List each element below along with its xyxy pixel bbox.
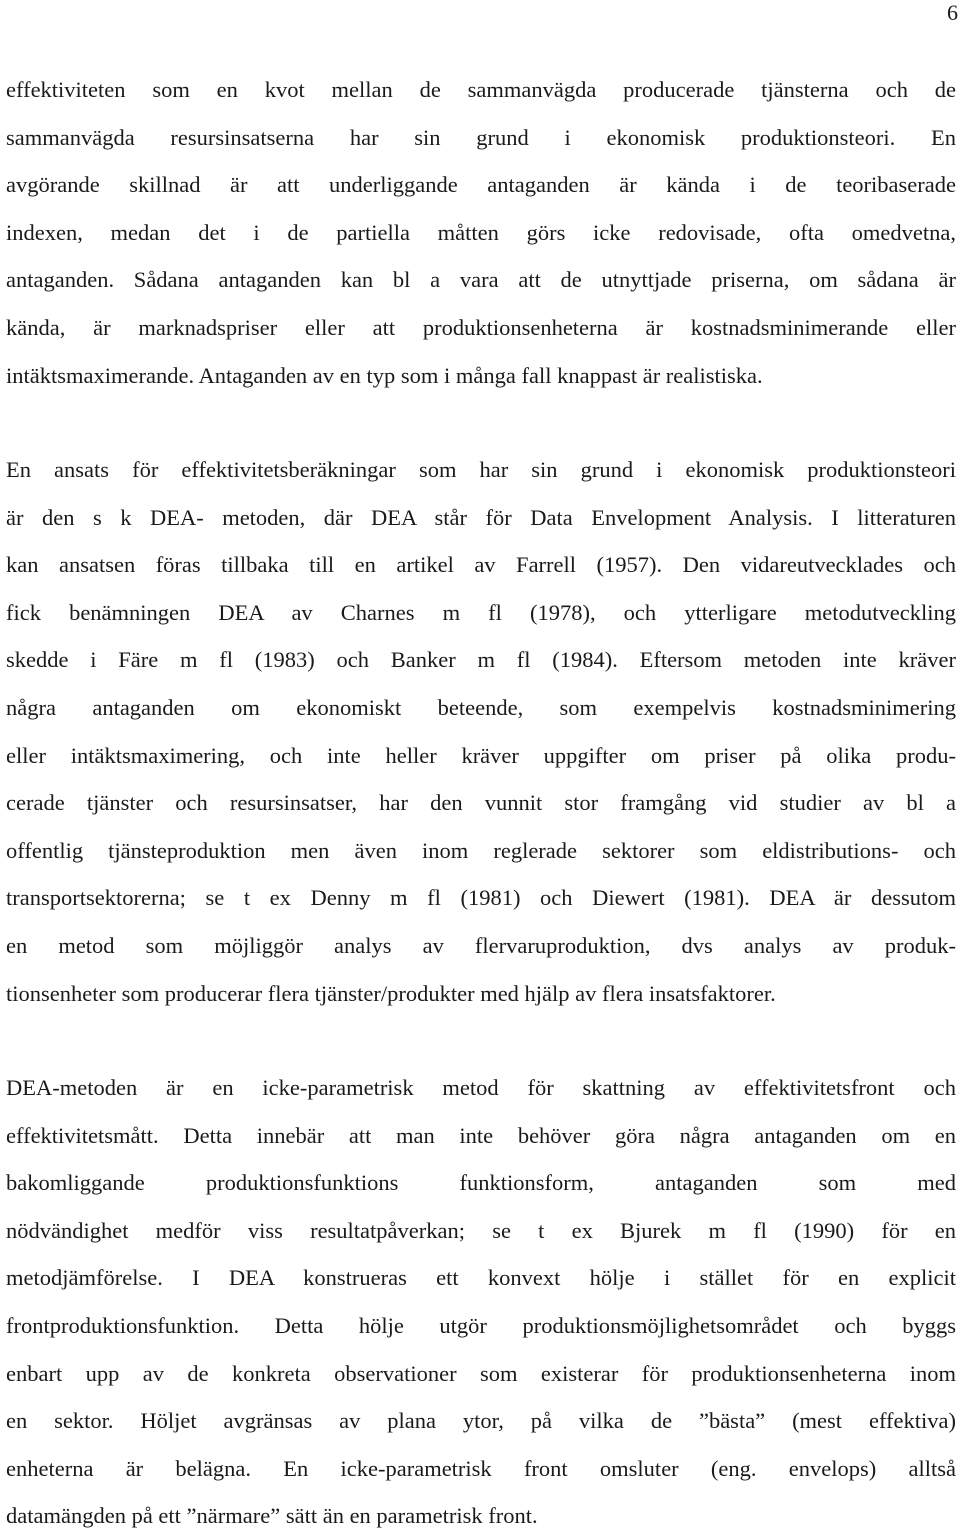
text-line: skedde i Färe m fl (1983) och Banker m fl (1984). Eftersom metoden inte kräver [6, 647, 956, 673]
text-line: effektiviteten som en kvot mellan de sammanvägda producerade tjänsterna och de [6, 77, 956, 102]
text-line: tionsenheter som producerar flera tjänster/produkter med hjälp av flera insatsfaktorer. [6, 980, 776, 1006]
text-line: en sektor. Höljet avgränsas av plana ytor, på vilka de ”bästa” (mest effektiva) [6, 1408, 956, 1434]
paragraph-dea-method [6, 1064, 956, 1540]
text-line: sammanvägda resursinsatserna har sin grund i ekonomisk produktionsteori. En [6, 124, 956, 150]
paragraph-efficiency-ratio [6, 66, 956, 399]
text-line: datamängden på ett ”närmare” sätt än en parametrisk front. [6, 1503, 538, 1529]
text-line: indexen, medan det i de partiella måtten görs icke redovisade, ofta omedvetna, [6, 219, 956, 245]
text-line: är den s k DEA- metoden, där DEA står för Data Envelopment Analysis. I litteraturen [6, 504, 956, 530]
text-line: bakomliggande produktionsfunktions funktionsform, antaganden som med [6, 1170, 956, 1196]
text-line: fick benämningen DEA av Charnes m fl (1978), och ytterligare metodutveckling [6, 599, 956, 625]
text-line: avgörande skillnad är att underliggande antaganden är kända i de teoribaserade [6, 172, 956, 198]
page-number: 6 [947, 0, 958, 25]
text-line: metodjämförelse. I DEA konstrueras ett konvext hölje i stället för en explicit [6, 1265, 956, 1291]
paragraph-dea-background [6, 446, 956, 1017]
text-line: en metod som möjliggör analys av flervaruproduktion, dvs analys av produk- [6, 932, 956, 958]
text-line: transportsektorerna; se t ex Denny m fl (1981) och Diewert (1981). DEA är dessutom [6, 885, 956, 911]
text-line: enbart upp av de konkreta observationer som existerar för produktionsenheterna inom [6, 1360, 956, 1386]
text-line: eller intäktsmaximering, och inte heller kräver uppgifter om priser på olika produ- [6, 742, 956, 768]
text-line: intäktsmaximerande. Antaganden av en typ som i många fall knappast är realistiska. [6, 362, 763, 388]
text-line: cerade tjänster och resursinsatser, har den vunnit stor framgång vid studier av bl a [6, 790, 956, 816]
text-line: kan ansatsen föras tillbaka till en artikel av Farrell (1957). Den vidareutvecklades och [6, 552, 956, 578]
text-line: antaganden. Sådana antaganden kan bl a vara att de utnyttjade priserna, om sådana är [6, 267, 956, 293]
text-line: En ansats för effektivitetsberäkningar som har sin grund i ekonomisk produktionsteori [6, 457, 956, 482]
text-line: några antaganden om ekonomiskt beteende, som exempelvis kostnadsminimering [6, 694, 956, 720]
text-line: effektivitetsmått. Detta innebär att man inte behöver göra några antaganden om en [6, 1122, 956, 1148]
text-line: frontproduktionsfunktion. Detta hölje utgör produktionsmöjlighetsområdet och byggs [6, 1312, 956, 1338]
text-line: nödvändighet medför viss resultatpåverkan; se t ex Bjurek m fl (1990) för en [6, 1217, 956, 1243]
text-line: enheterna är belägna. En icke-parametrisk front omsluter (eng. envelops) alltså [6, 1455, 956, 1481]
text-line: DEA-metoden är en icke-parametrisk metod för skattning av effektivitetsfront och [6, 1075, 956, 1100]
text-line: offentlig tjänsteproduktion men även inom reglerade sektorer som eldistributions- och [6, 837, 956, 863]
text-line: kända, är marknadspriser eller att produktionsenheterna är kostnadsminimerande eller [6, 314, 956, 340]
